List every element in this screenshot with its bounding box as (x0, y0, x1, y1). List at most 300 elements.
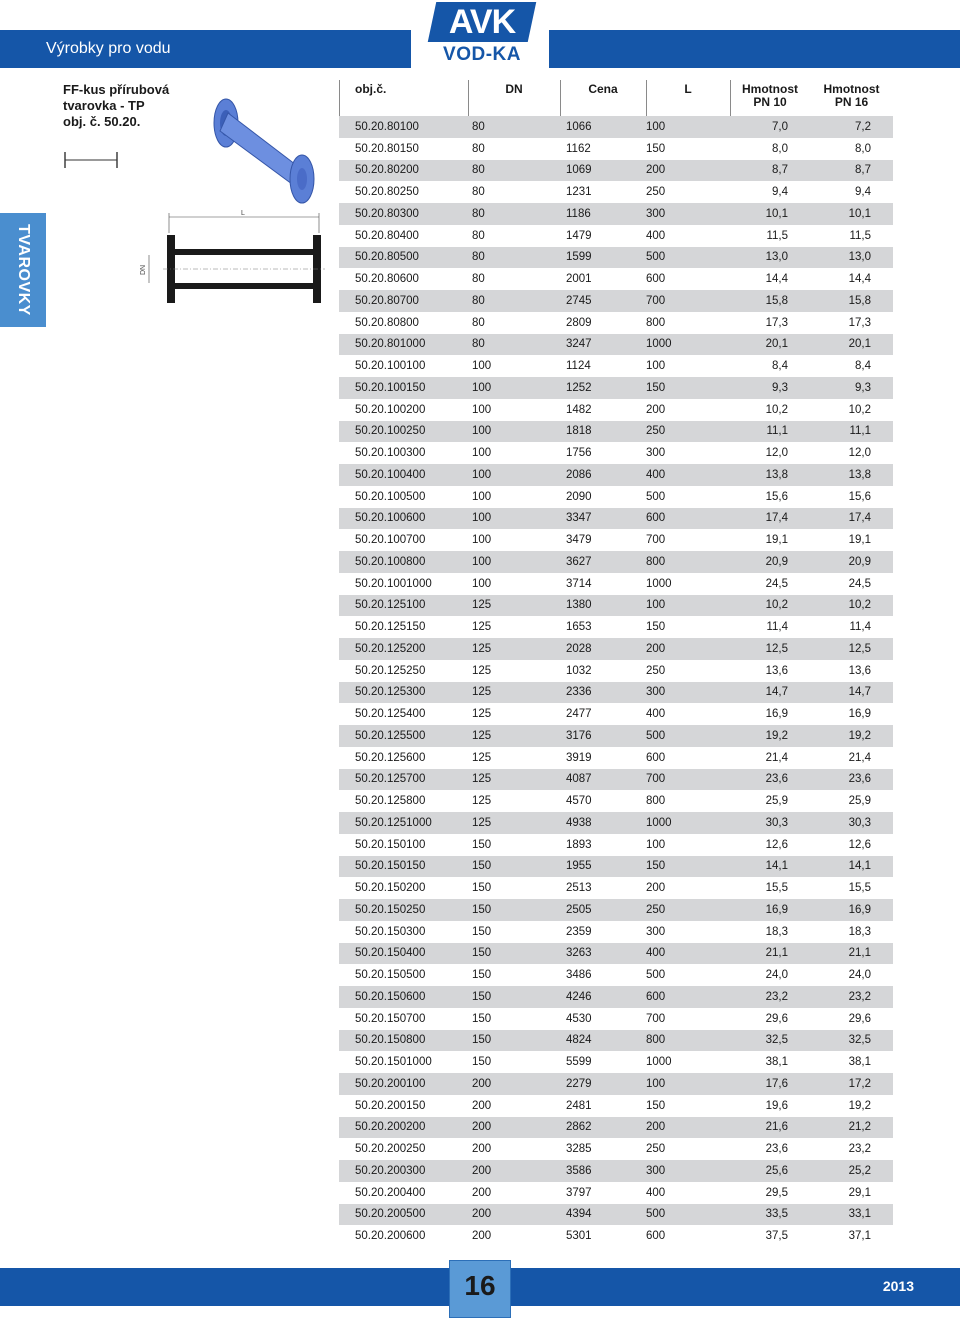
cell-weight-pn16: 9,3 (855, 381, 871, 394)
cell-weight-pn10: 15,6 (765, 490, 788, 503)
cell-dn: 80 (472, 294, 485, 307)
cell-price: 1599 (566, 251, 592, 264)
table-row (339, 1160, 893, 1182)
cell-dn: 125 (472, 621, 492, 634)
cell-price: 3797 (566, 1186, 592, 1199)
cell-obj-number: 50.20.80600 (355, 273, 419, 286)
cell-price: 1066 (566, 120, 592, 133)
cell-weight-pn10: 21,6 (765, 1121, 788, 1134)
cell-weight-pn16: 10,1 (848, 207, 871, 220)
avk-vodka-logo (432, 0, 532, 70)
header-cena: Cena (588, 82, 618, 96)
cell-dn: 125 (472, 708, 492, 721)
cell-weight-pn16: 8,0 (855, 142, 871, 155)
cell-price: 3714 (566, 577, 592, 590)
cell-weight-pn10: 14,4 (765, 273, 788, 286)
cell-price: 5301 (566, 1230, 592, 1243)
cell-weight-pn16: 23,2 (848, 990, 871, 1003)
table-row (339, 290, 893, 312)
cell-obj-number: 50.20.150300 (355, 925, 426, 938)
cell-weight-pn10: 25,6 (765, 1164, 788, 1177)
table-row (339, 464, 893, 486)
cell-dn: 125 (472, 773, 492, 786)
table-row (339, 529, 893, 551)
cell-obj-number: 50.20.1001000 (355, 577, 432, 590)
cell-obj-number: 50.20.100700 (355, 534, 426, 547)
product-order-number: obj. č. 50.20. (63, 114, 141, 129)
cell-length: 400 (646, 468, 666, 481)
table-row (339, 247, 893, 269)
dn-label: DN (140, 264, 147, 275)
cell-obj-number: 50.20.100600 (355, 512, 426, 525)
cell-dn: 150 (472, 990, 492, 1003)
cell-dn: 100 (472, 403, 492, 416)
cell-weight-pn10: 16,9 (765, 708, 788, 721)
cell-weight-pn16: 11,4 (849, 621, 871, 634)
cell-length: 400 (646, 1186, 666, 1199)
cell-weight-pn10: 21,1 (765, 947, 788, 960)
cell-obj-number: 50.20.200200 (355, 1121, 426, 1134)
cell-weight-pn10: 19,2 (765, 729, 788, 742)
cell-dn: 125 (472, 664, 492, 677)
cell-weight-pn16: 16,9 (848, 903, 871, 916)
cell-obj-number: 50.20.150800 (355, 1034, 426, 1047)
cell-weight-pn10: 37,5 (765, 1230, 788, 1243)
cell-weight-pn16: 25,2 (848, 1164, 871, 1177)
cell-obj-number: 50.20.200500 (355, 1208, 426, 1221)
cell-price: 3486 (566, 969, 592, 982)
cell-price: 1069 (566, 164, 592, 177)
cell-price: 1186 (566, 207, 591, 220)
cell-length: 800 (646, 795, 666, 808)
length-dimension-icon (64, 150, 118, 170)
cell-dn: 125 (472, 686, 492, 699)
cell-dn: 100 (472, 534, 492, 547)
cell-obj-number: 50.20.100300 (355, 447, 426, 460)
flanged-fitting-image (188, 95, 336, 207)
table-row (339, 1073, 893, 1095)
cell-weight-pn10: 11,5 (766, 229, 788, 242)
cell-length: 600 (646, 273, 666, 286)
table-row (339, 964, 893, 986)
cell-price: 1653 (566, 621, 592, 634)
table-row (339, 877, 893, 899)
table-row (339, 1204, 893, 1226)
cell-dn: 200 (472, 1121, 492, 1134)
table-row (339, 943, 893, 965)
cell-length: 100 (646, 120, 666, 133)
cell-length: 300 (646, 207, 666, 220)
cell-price: 1482 (566, 403, 592, 416)
price-table-container (339, 80, 893, 1247)
cell-length: 150 (646, 142, 666, 155)
side-tab-label: TVAROVKY (15, 224, 32, 316)
header-weight-label: Hmotnost (742, 82, 798, 96)
cell-price: 2090 (566, 490, 592, 503)
table-row (339, 421, 893, 443)
cell-dn: 80 (472, 142, 485, 155)
cell-price: 2279 (566, 1077, 592, 1090)
cell-weight-pn16: 19,2 (848, 1099, 871, 1112)
header-dn: DN (505, 82, 523, 96)
cell-weight-pn10: 18,3 (765, 925, 788, 938)
cell-obj-number: 50.20.125500 (355, 729, 426, 742)
table-row (339, 660, 893, 682)
cell-weight-pn10: 17,3 (765, 316, 788, 329)
cell-dn: 200 (472, 1077, 492, 1090)
cell-dn: 125 (472, 729, 492, 742)
cell-price: 3176 (566, 729, 592, 742)
cell-weight-pn16: 18,3 (848, 925, 871, 938)
cell-obj-number: 50.20.80700 (355, 294, 419, 307)
cell-weight-pn16: 17,4 (848, 512, 871, 525)
cell-dn: 125 (472, 599, 492, 612)
cell-length: 500 (646, 969, 666, 982)
table-row (339, 703, 893, 725)
cell-weight-pn10: 33,5 (765, 1208, 788, 1221)
cell-price: 4570 (566, 795, 592, 808)
cell-weight-pn10: 17,6 (765, 1077, 788, 1090)
cell-length: 150 (646, 621, 666, 634)
header-weight-pn10 (730, 80, 810, 116)
cell-weight-pn16: 29,6 (848, 1012, 871, 1025)
cell-dn: 100 (472, 468, 492, 481)
cell-length: 700 (646, 294, 666, 307)
cell-weight-pn16: 19,2 (848, 729, 871, 742)
cell-length: 250 (646, 664, 666, 677)
cell-length: 800 (646, 1034, 666, 1047)
cell-obj-number: 50.20.80300 (355, 207, 419, 220)
cell-dn: 150 (472, 925, 492, 938)
cell-weight-pn10: 11,4 (766, 621, 788, 634)
cell-price: 2809 (566, 316, 592, 329)
cell-obj-number: 50.20.150200 (355, 882, 426, 895)
cell-price: 1124 (566, 360, 591, 373)
cell-weight-pn10: 13,0 (765, 251, 788, 264)
cell-obj-number: 50.20.80400 (355, 229, 419, 242)
cell-length: 100 (646, 1077, 666, 1090)
cell-length: 1000 (646, 577, 672, 590)
table-row (339, 225, 893, 247)
cell-length: 300 (646, 1164, 666, 1177)
cell-length: 100 (646, 838, 666, 851)
cell-length: 600 (646, 512, 666, 525)
cell-weight-pn10: 12,0 (765, 447, 788, 460)
cell-dn: 100 (472, 512, 492, 525)
cell-weight-pn10: 8,7 (772, 164, 788, 177)
cell-price: 3586 (566, 1164, 592, 1177)
cell-length: 600 (646, 990, 666, 1003)
cell-obj-number: 50.20.125800 (355, 795, 426, 808)
cell-dn: 100 (472, 490, 492, 503)
table-row (339, 573, 893, 595)
cell-weight-pn16: 23,6 (848, 773, 871, 786)
cell-dn: 125 (472, 642, 492, 655)
table-row (339, 312, 893, 334)
cell-price: 2028 (566, 642, 592, 655)
cell-length: 300 (646, 686, 666, 699)
cell-length: 250 (646, 186, 666, 199)
cell-weight-pn16: 10,2 (848, 599, 871, 612)
cell-weight-pn16: 29,1 (848, 1186, 871, 1199)
cell-weight-pn16: 12,5 (848, 642, 871, 655)
cell-weight-pn16: 12,6 (848, 838, 871, 851)
table-row (339, 790, 893, 812)
cell-weight-pn16: 13,0 (848, 251, 871, 264)
cell-weight-pn16: 20,9 (848, 555, 871, 568)
cell-obj-number: 50.20.80500 (355, 251, 419, 264)
cell-price: 1032 (566, 664, 592, 677)
cell-length: 500 (646, 729, 666, 742)
cell-weight-pn16: 21,1 (848, 947, 871, 960)
cell-dn: 100 (472, 381, 492, 394)
cell-obj-number: 50.20.125150 (355, 621, 426, 634)
cell-obj-number: 50.20.80200 (355, 164, 419, 177)
cell-length: 400 (646, 947, 666, 960)
cell-dn: 150 (472, 882, 492, 895)
cell-weight-pn16: 11,1 (849, 425, 871, 438)
cell-obj-number: 50.20.125200 (355, 642, 426, 655)
table-row (339, 1138, 893, 1160)
table-body (339, 116, 893, 1247)
cell-length: 300 (646, 447, 666, 460)
cell-length: 700 (646, 1012, 666, 1025)
footer-year: 2013 (882, 1278, 914, 1294)
cell-price: 4530 (566, 1012, 592, 1025)
header-pn-label: PN 10 (753, 95, 787, 109)
cell-length: 250 (646, 425, 666, 438)
cell-weight-pn10: 12,5 (765, 642, 788, 655)
cell-price: 3263 (566, 947, 592, 960)
cell-weight-pn10: 11,1 (766, 425, 788, 438)
cell-obj-number: 50.20.125300 (355, 686, 426, 699)
cell-weight-pn16: 14,7 (848, 686, 871, 699)
cell-obj-number: 50.20.100250 (355, 425, 426, 438)
table-row (339, 986, 893, 1008)
table-row (339, 355, 893, 377)
table-row (339, 1095, 893, 1117)
cell-obj-number: 50.20.100500 (355, 490, 426, 503)
cell-length: 500 (646, 251, 666, 264)
table-row (339, 747, 893, 769)
cell-weight-pn16: 14,1 (848, 860, 871, 873)
table-row (339, 682, 893, 704)
cell-weight-pn10: 38,1 (765, 1056, 788, 1069)
cell-weight-pn16: 8,4 (855, 360, 871, 373)
cell-price: 2359 (566, 925, 592, 938)
cell-price: 4394 (566, 1208, 592, 1221)
cell-obj-number: 50.20.100800 (355, 555, 426, 568)
cell-weight-pn10: 16,9 (765, 903, 788, 916)
cell-weight-pn16: 24,0 (848, 969, 871, 982)
cell-weight-pn10: 23,6 (765, 773, 788, 786)
cell-dn: 200 (472, 1208, 492, 1221)
cell-length: 200 (646, 642, 666, 655)
cell-dn: 80 (472, 229, 485, 242)
length-label: L (241, 210, 245, 217)
table-row (339, 203, 893, 225)
cell-weight-pn10: 30,3 (765, 816, 788, 829)
table-row (339, 377, 893, 399)
cell-obj-number: 50.20.200600 (355, 1230, 426, 1243)
cell-weight-pn16: 19,1 (848, 534, 871, 547)
cell-weight-pn10: 32,5 (765, 1034, 788, 1047)
cell-obj-number: 50.20.1501000 (355, 1056, 432, 1069)
cell-obj-number: 50.20.200150 (355, 1099, 426, 1112)
cell-length: 600 (646, 751, 666, 764)
cell-dn: 150 (472, 860, 492, 873)
cell-dn: 80 (472, 316, 485, 329)
cell-weight-pn16: 17,3 (848, 316, 871, 329)
cell-weight-pn16: 10,2 (848, 403, 871, 416)
cell-length: 200 (646, 1121, 666, 1134)
cell-dn: 100 (472, 577, 492, 590)
cell-length: 200 (646, 403, 666, 416)
logo-vodka-text: VOD-KA (443, 44, 521, 65)
cell-weight-pn10: 8,0 (772, 142, 788, 155)
header-weight-label: Hmotnost (823, 82, 880, 96)
table-row (339, 116, 893, 138)
header-l: L (684, 82, 692, 96)
cell-dn: 125 (472, 751, 492, 764)
cell-weight-pn10: 20,9 (765, 555, 788, 568)
cell-weight-pn16: 32,5 (848, 1034, 871, 1047)
cell-price: 4087 (566, 773, 592, 786)
cell-obj-number: 50.20.80150 (355, 142, 419, 155)
cell-obj-number: 50.20.100150 (355, 381, 426, 394)
cell-length: 400 (646, 708, 666, 721)
cell-weight-pn16: 15,5 (848, 882, 871, 895)
cell-weight-pn10: 8,4 (772, 360, 788, 373)
cell-price: 4824 (566, 1034, 592, 1047)
cell-dn: 150 (472, 838, 492, 851)
cell-price: 1818 (566, 425, 592, 438)
cell-price: 1479 (566, 229, 592, 242)
cell-dn: 80 (472, 164, 485, 177)
cell-weight-pn10: 9,4 (772, 186, 788, 199)
cell-obj-number: 50.20.150600 (355, 990, 426, 1003)
cell-dn: 200 (472, 1164, 492, 1177)
cell-length: 800 (646, 555, 666, 568)
cell-weight-pn10: 12,6 (765, 838, 788, 851)
table-row (339, 812, 893, 834)
cell-obj-number: 50.20.1251000 (355, 816, 432, 829)
header-bar-right (549, 30, 960, 68)
cell-weight-pn10: 29,6 (765, 1012, 788, 1025)
cell-obj-number: 50.20.200250 (355, 1143, 426, 1156)
cell-length: 1000 (646, 816, 672, 829)
cell-length: 200 (646, 882, 666, 895)
cell-obj-number: 50.20.100200 (355, 403, 426, 416)
cell-weight-pn16: 17,2 (848, 1077, 871, 1090)
cell-weight-pn16: 21,2 (848, 1121, 871, 1134)
cell-price: 2862 (566, 1121, 592, 1134)
cell-dn: 125 (472, 795, 492, 808)
table-row (339, 268, 893, 290)
cell-length: 150 (646, 1099, 666, 1112)
cell-weight-pn16: 13,8 (848, 468, 871, 481)
cell-weight-pn10: 15,8 (765, 294, 788, 307)
cell-weight-pn16: 25,9 (848, 795, 871, 808)
cell-weight-pn16: 13,6 (848, 664, 871, 677)
cell-price: 2477 (566, 708, 592, 721)
cell-price: 2481 (566, 1099, 592, 1112)
table-row (339, 181, 893, 203)
cell-dn: 80 (472, 186, 485, 199)
cell-price: 1231 (566, 186, 592, 199)
cell-length: 600 (646, 1230, 666, 1243)
cell-obj-number: 50.20.100400 (355, 468, 426, 481)
cell-price: 3627 (566, 555, 592, 568)
cell-weight-pn10: 13,6 (765, 664, 788, 677)
cell-price: 1893 (566, 838, 592, 851)
cell-dn: 150 (472, 1056, 492, 1069)
cell-weight-pn16: 12,0 (848, 447, 871, 460)
section-title: Výrobky pro vodu (46, 40, 171, 57)
cell-dn: 125 (472, 816, 492, 829)
cell-price: 5599 (566, 1056, 592, 1069)
cell-length: 700 (646, 773, 666, 786)
cell-dn: 80 (472, 207, 485, 220)
cell-dn: 100 (472, 447, 492, 460)
table-row (339, 442, 893, 464)
cell-dn: 80 (472, 251, 485, 264)
cell-length: 300 (646, 925, 666, 938)
product-title-line: FF-kus přírubová (63, 82, 170, 97)
cell-length: 200 (646, 164, 666, 177)
cell-weight-pn16: 23,2 (848, 1143, 871, 1156)
cell-weight-pn10: 25,9 (765, 795, 788, 808)
cell-price: 2513 (566, 882, 592, 895)
table-row (339, 508, 893, 530)
cell-obj-number: 50.20.80250 (355, 186, 419, 199)
cell-dn: 80 (472, 338, 485, 351)
cell-weight-pn10: 29,5 (765, 1186, 788, 1199)
cell-price: 3347 (566, 512, 592, 525)
cell-price: 4938 (566, 816, 592, 829)
cell-weight-pn16: 30,3 (848, 816, 871, 829)
cell-weight-pn10: 24,5 (765, 577, 788, 590)
cell-length: 250 (646, 903, 666, 916)
cell-obj-number: 50.20.150250 (355, 903, 426, 916)
cell-weight-pn10: 14,7 (765, 686, 788, 699)
product-title-line: tvarovka - TP (63, 98, 145, 113)
cell-price: 3247 (566, 338, 592, 351)
header-pn-label: PN 16 (834, 95, 869, 109)
table-row (339, 595, 893, 617)
cell-price: 1380 (566, 599, 592, 612)
logo-avk-text: AVK (448, 3, 516, 41)
cell-weight-pn16: 20,1 (848, 338, 871, 351)
table-row (339, 769, 893, 791)
cell-obj-number: 50.20.801000 (355, 338, 426, 351)
cell-dn: 150 (472, 903, 492, 916)
cell-dn: 150 (472, 1034, 492, 1047)
cell-weight-pn10: 23,6 (765, 1143, 788, 1156)
logo-avk-block (428, 2, 537, 42)
cell-weight-pn10: 10,2 (765, 599, 788, 612)
cell-price: 3919 (566, 751, 592, 764)
cell-obj-number: 50.20.125400 (355, 708, 426, 721)
cell-dn: 100 (472, 425, 492, 438)
table-row (339, 138, 893, 160)
cell-obj-number: 50.20.100100 (355, 360, 426, 373)
cell-obj-number: 50.20.150100 (355, 838, 426, 851)
table-row (339, 399, 893, 421)
table-row (339, 834, 893, 856)
cell-dn: 150 (472, 969, 492, 982)
cell-obj-number: 50.20.150500 (355, 969, 426, 982)
